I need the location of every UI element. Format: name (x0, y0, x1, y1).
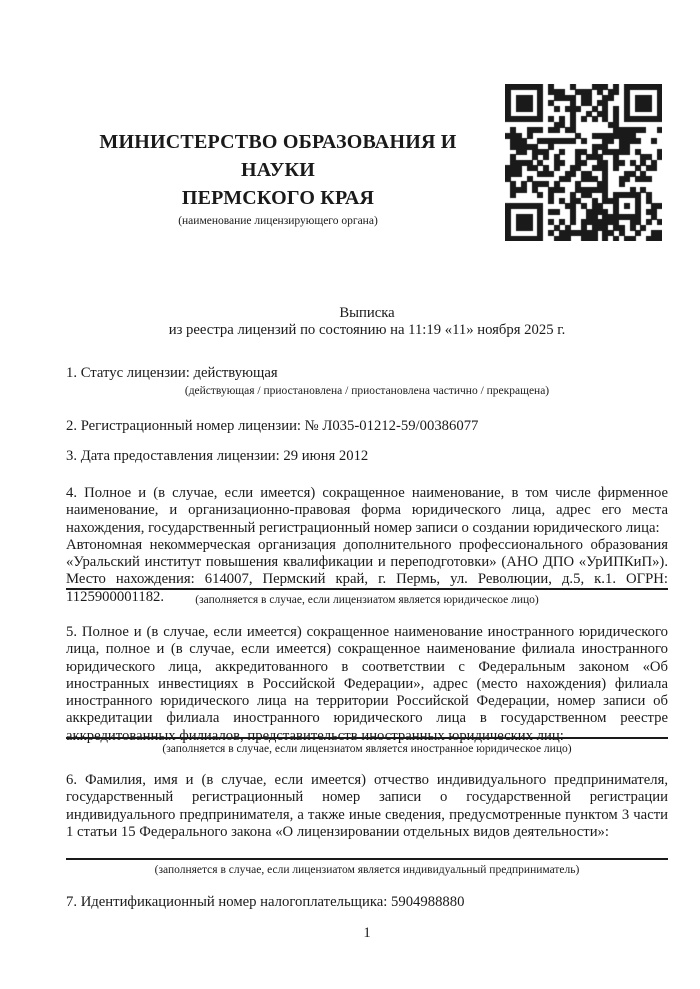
document-title (66, 305, 668, 340)
item-registration-number (66, 418, 668, 435)
entrepreneur-label: 6. Фамилия, имя и (в случае, если имеется) отчество индивидуального предпринимателя, государственный регистрационный номер записи о государственной регистрации индивидуального предпринимателя, а также иные сведения, предусмотренные пунктом 3 части 1 статьи 15 Федерального закона «О лицензировании отдельных видов деятельности»: (66, 772, 668, 840)
ministry-name-line2: ПЕРМСКОГО КРАЯ (181, 187, 375, 209)
grant-date-text: 3. Дата предоставления лицензии: 29 июня 2012 (66, 448, 369, 464)
document-title-line1: Выписка (339, 305, 395, 321)
item-grant-date (66, 448, 668, 465)
legal-entity-fill-caption: (заполняется в случае, если лицензиатом является юридическое лицо) (195, 594, 539, 606)
license-status-text: 1. Статус лицензии: действующая (66, 365, 278, 381)
licensing-authority-header (66, 128, 490, 228)
foreign-entity-fill-caption: (заполняется в случае, если лицензиатом является иностранное юридическое лицо) (162, 743, 572, 755)
entrepreneur-fill-line (66, 858, 668, 860)
legal-entity-value: Автономная некоммерческая организация дополнительного профессионального образования «Уральский институт повышения квалификации и переподготовки» (АНО ДПО «УрИПКиП»). Место нахождения: 614007, Пермский край, г. Пермь, ул. Революции, д.5, к.1. ОГРН: 1125900001182. (66, 536, 668, 605)
item-license-status (66, 365, 668, 398)
registration-number-text: 2. Регистрационный номер лицензии: № Л035-01212-59/00386077 (66, 418, 479, 434)
item-taxpayer-id (66, 894, 668, 911)
license-status-options-caption: (действующая / приостановлена / приостановлена частично / прекращена) (184, 385, 550, 398)
item-entrepreneur (66, 772, 668, 841)
taxpayer-id-text: 7. Идентификационный номер налогоплательщика: 5904988880 (66, 894, 465, 910)
document-title-line2: из реестра лицензий по состоянию на 11:19 «11» ноября 2025 г. (168, 322, 566, 339)
qr-code (505, 84, 662, 241)
licensing-authority-caption: (наименование лицензирующего органа) (178, 215, 378, 227)
ministry-name-line1: МИНИСТЕРСТВО ОБРАЗОВАНИЯ И НАУКИ (99, 131, 457, 181)
foreign-entity-label: 5. Полное и (в случае, если имеется) сокращенное наименование иностранного юридического лица, полное и (в случае, если имеется) сокращенное наименование филиала иностранного юридического лица, аккредитованного в соответствии с Федеральным законом «Об иностранных инвестициях в Российской Федерации», адрес (место нахождения) филиала иностранного юридического лица на территории Российской Федерации, номер записи об аккредитации филиала иностранного юридического лица в государственном реестре аккредитованных филиалов, представительств иностранных юридических лиц: (66, 624, 668, 744)
entrepreneur-fill-caption: (заполняется в случае, если лицензиатом является индивидуальный предприниматель) (154, 864, 580, 876)
item-foreign-entity (66, 624, 668, 745)
page-number: 1 (363, 925, 371, 941)
legal-entity-fill-line (66, 588, 668, 590)
foreign-entity-fill-line (66, 737, 668, 739)
legal-entity-label: 4. Полное и (в случае, если имеется) сокращенное наименование, в том числе фирменное наименование, и организационно-правовая форма юридического лица, адрес его места нахождения, государственный регистрационный номер записи о создании юридического лица: (66, 485, 668, 536)
